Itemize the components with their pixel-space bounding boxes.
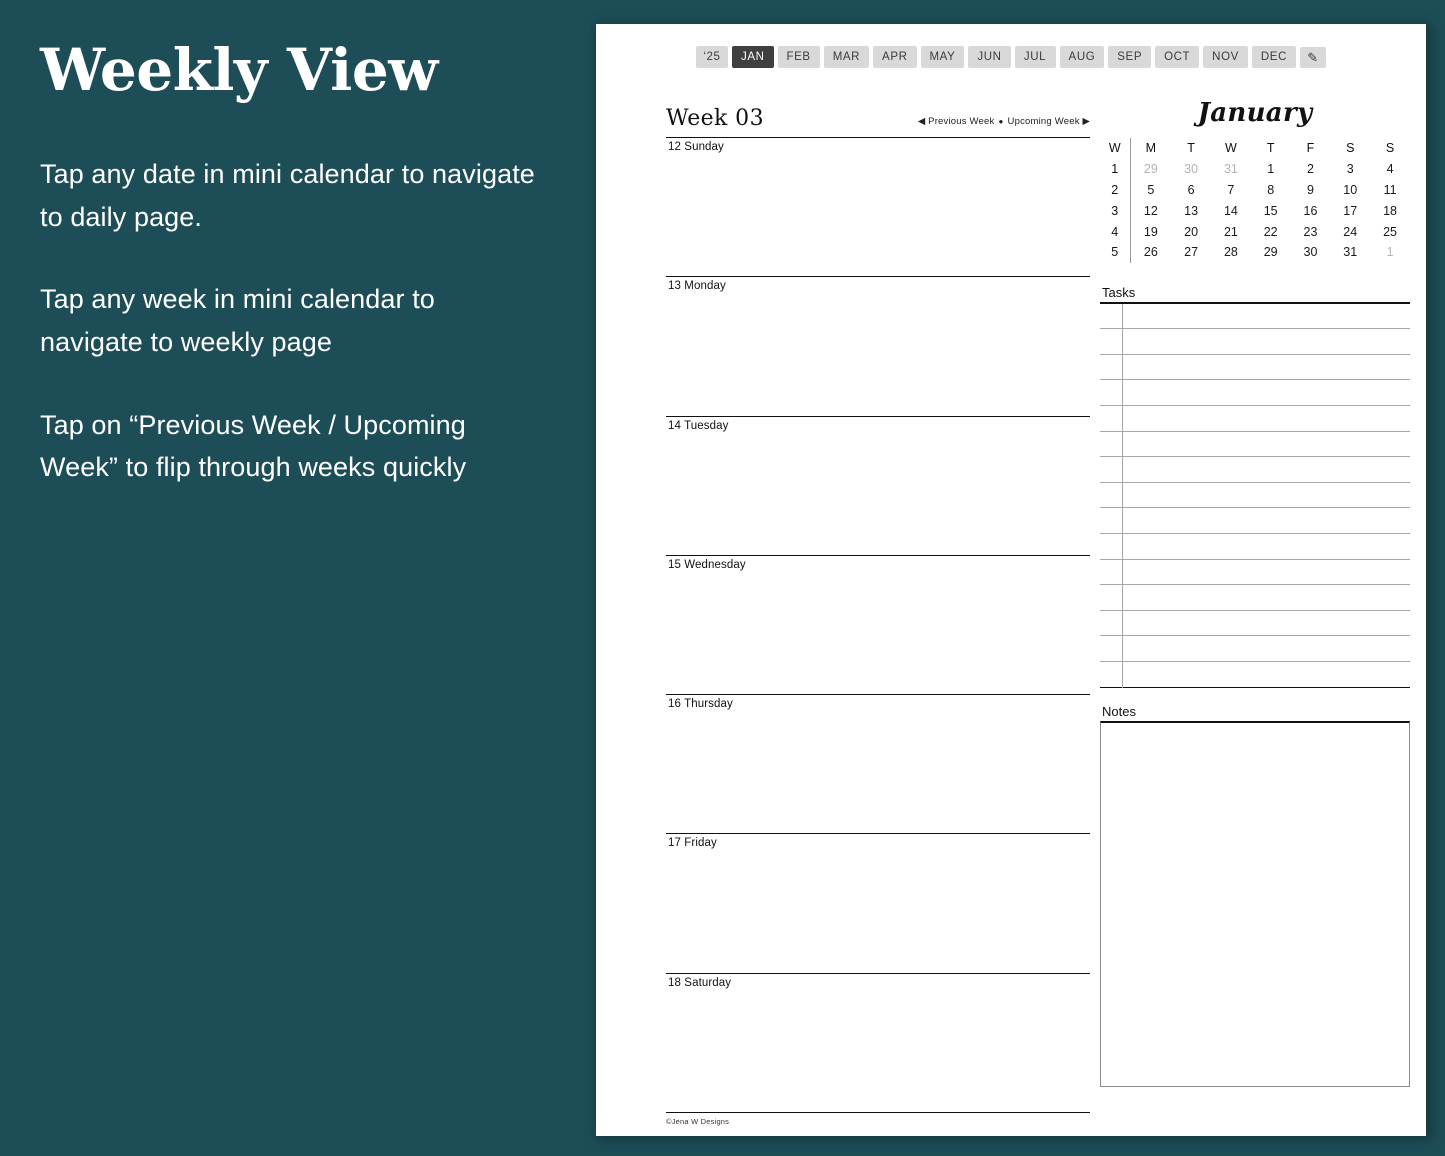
header-thursday: T bbox=[1266, 141, 1275, 156]
date-cell[interactable]: 25 bbox=[1383, 224, 1398, 239]
header-monday: M bbox=[1145, 141, 1157, 156]
mini-calendar-row bbox=[1100, 180, 1410, 201]
day-row-sunday[interactable] bbox=[666, 138, 1090, 277]
task-line[interactable] bbox=[1100, 355, 1410, 381]
task-line[interactable] bbox=[1100, 406, 1410, 432]
upcoming-week-link[interactable]: Upcoming Week ▶ bbox=[1007, 116, 1090, 127]
tab-month-apr[interactable]: APR bbox=[873, 46, 916, 68]
pen-icon[interactable]: ✎ bbox=[1300, 47, 1326, 68]
day-number: 18 bbox=[668, 976, 681, 989]
day-name: Tuesday bbox=[684, 419, 729, 432]
promo-paragraph-2: Tap any week in mini calendar to navigate to weekly page bbox=[40, 284, 435, 357]
notes-section bbox=[1100, 704, 1410, 1087]
day-number: 17 bbox=[668, 837, 681, 850]
date-cell[interactable]: 23 bbox=[1303, 224, 1318, 239]
date-cell[interactable]: 3 bbox=[1346, 162, 1354, 177]
mini-calendar-row bbox=[1100, 242, 1410, 263]
tab-year[interactable]: ‘25 bbox=[696, 46, 728, 68]
tab-month-feb[interactable]: FEB bbox=[778, 46, 820, 68]
day-number: 12 bbox=[668, 141, 681, 153]
date-cell[interactable]: 17 bbox=[1343, 203, 1358, 218]
right-column bbox=[1100, 98, 1410, 1087]
mini-calendar bbox=[1100, 138, 1410, 263]
date-cell[interactable]: 15 bbox=[1263, 203, 1278, 218]
date-cell[interactable]: 1 bbox=[1386, 245, 1394, 260]
month-tab-bar bbox=[596, 46, 1426, 68]
week-column bbox=[666, 106, 1090, 1113]
date-cell[interactable]: 31 bbox=[1223, 162, 1238, 177]
mini-calendar-row bbox=[1100, 159, 1410, 180]
tab-month-dec[interactable]: DEC bbox=[1252, 46, 1296, 68]
day-writing-area-wednesday[interactable] bbox=[666, 578, 1090, 694]
date-cell[interactable]: 14 bbox=[1223, 203, 1238, 218]
date-cell[interactable]: 18 bbox=[1383, 203, 1398, 218]
date-cell[interactable]: 6 bbox=[1187, 182, 1195, 197]
day-name: Sunday bbox=[684, 141, 724, 153]
date-cell[interactable]: 29 bbox=[1143, 162, 1158, 177]
task-line[interactable] bbox=[1100, 611, 1410, 637]
day-stack bbox=[666, 137, 1090, 1113]
day-row-friday[interactable] bbox=[666, 834, 1090, 973]
week-header bbox=[666, 106, 1090, 137]
planner-body bbox=[596, 88, 1426, 1136]
tab-month-jun[interactable]: JUN bbox=[968, 46, 1010, 68]
day-number: 16 bbox=[668, 698, 681, 711]
task-line[interactable] bbox=[1100, 304, 1410, 330]
mini-calendar-title: January bbox=[1197, 98, 1313, 128]
day-writing-area-monday[interactable] bbox=[666, 299, 1090, 415]
day-label-wednesday bbox=[668, 559, 746, 571]
week-title: Week 03 bbox=[666, 106, 764, 131]
header-saturday: S bbox=[1346, 141, 1355, 156]
notes-label: Notes bbox=[1102, 703, 1136, 719]
date-cell[interactable]: 9 bbox=[1306, 182, 1314, 197]
date-cell[interactable]: 7 bbox=[1227, 182, 1235, 197]
task-line[interactable] bbox=[1100, 483, 1410, 509]
date-cell[interactable]: 30 bbox=[1303, 245, 1318, 260]
day-number: 14 bbox=[668, 419, 681, 432]
week-link-1[interactable]: 1 bbox=[1100, 159, 1130, 180]
day-name: Wednesday bbox=[684, 558, 746, 571]
date-cell[interactable]: 30 bbox=[1184, 162, 1199, 177]
header-friday: F bbox=[1306, 141, 1315, 156]
date-cell[interactable]: 1 bbox=[1267, 162, 1275, 177]
tab-month-nov[interactable]: NOV bbox=[1203, 46, 1248, 68]
day-writing-area-thursday[interactable] bbox=[666, 717, 1090, 833]
nav-separator-icon: ● bbox=[998, 117, 1004, 126]
day-writing-area-friday[interactable] bbox=[666, 856, 1090, 972]
date-cell[interactable]: 24 bbox=[1343, 224, 1358, 239]
task-line[interactable] bbox=[1100, 380, 1410, 406]
task-line[interactable] bbox=[1100, 534, 1410, 560]
day-name: Saturday bbox=[684, 976, 732, 989]
footer-credit: ©Jena W Designs bbox=[666, 1117, 730, 1126]
week-link-5[interactable]: 5 bbox=[1100, 242, 1130, 263]
date-cell[interactable]: 13 bbox=[1184, 203, 1199, 218]
mini-calendar-row bbox=[1100, 200, 1410, 221]
task-line[interactable] bbox=[1100, 432, 1410, 458]
date-cell[interactable]: 21 bbox=[1223, 224, 1238, 239]
date-cell[interactable]: 27 bbox=[1184, 245, 1199, 260]
day-label-sunday bbox=[668, 141, 724, 153]
day-label-tuesday bbox=[668, 420, 728, 432]
header-wednesday: W bbox=[1224, 141, 1237, 156]
day-name: Thursday bbox=[684, 698, 733, 711]
header-sunday: S bbox=[1385, 141, 1395, 156]
week-link-4[interactable]: 4 bbox=[1100, 221, 1130, 242]
notes-box[interactable] bbox=[1100, 721, 1410, 1087]
date-cell[interactable]: 26 bbox=[1143, 245, 1158, 260]
tab-month-may[interactable]: MAY bbox=[921, 46, 965, 68]
date-cell[interactable]: 5 bbox=[1147, 182, 1155, 197]
week-link-3[interactable]: 3 bbox=[1100, 200, 1130, 221]
task-line[interactable] bbox=[1100, 329, 1410, 355]
tasks-label: Tasks bbox=[1102, 284, 1136, 300]
date-cell[interactable]: 20 bbox=[1184, 224, 1199, 239]
date-cell[interactable]: 16 bbox=[1303, 203, 1318, 218]
date-cell[interactable]: 31 bbox=[1343, 245, 1358, 260]
day-row-monday[interactable] bbox=[666, 277, 1090, 416]
day-row-saturday[interactable] bbox=[666, 974, 1090, 1113]
tab-month-sep[interactable]: SEP bbox=[1108, 46, 1151, 68]
day-label-friday bbox=[668, 837, 717, 849]
day-number: 15 bbox=[668, 558, 681, 571]
task-line[interactable] bbox=[1100, 585, 1410, 611]
date-cell[interactable]: 8 bbox=[1267, 182, 1275, 197]
promo-paragraph-1: Tap any date in mini calendar to navigate to daily page. bbox=[40, 158, 535, 232]
task-line[interactable] bbox=[1100, 457, 1410, 483]
date-cell[interactable]: 4 bbox=[1386, 162, 1394, 177]
tab-month-jan[interactable]: JAN bbox=[732, 46, 774, 68]
day-label-thursday bbox=[668, 698, 733, 710]
mini-calendar-row bbox=[1100, 221, 1410, 242]
day-row-tuesday[interactable] bbox=[666, 417, 1090, 556]
mini-calendar-header-row bbox=[1100, 138, 1410, 159]
previous-week-link[interactable]: ◀ Previous Week bbox=[917, 116, 995, 127]
tab-month-mar[interactable]: MAR bbox=[824, 46, 869, 68]
task-line[interactable] bbox=[1100, 508, 1410, 534]
tab-month-aug[interactable]: AUG bbox=[1060, 46, 1105, 68]
day-name: Monday bbox=[684, 280, 726, 293]
header-tuesday: T bbox=[1187, 141, 1195, 156]
date-cell[interactable]: 19 bbox=[1143, 224, 1158, 239]
date-cell[interactable]: 22 bbox=[1263, 224, 1278, 239]
planner-page bbox=[596, 24, 1426, 1136]
tasks-box[interactable] bbox=[1100, 302, 1410, 688]
week-link-2[interactable]: 2 bbox=[1100, 180, 1130, 201]
date-cell[interactable]: 2 bbox=[1306, 162, 1314, 177]
page-title: Weekly View bbox=[40, 36, 438, 104]
day-row-thursday[interactable] bbox=[666, 695, 1090, 834]
day-writing-area-sunday[interactable] bbox=[666, 160, 1090, 276]
header-week: W bbox=[1100, 138, 1130, 159]
task-line[interactable] bbox=[1100, 560, 1410, 586]
tab-month-oct[interactable]: OCT bbox=[1155, 46, 1199, 68]
promo-panel bbox=[0, 0, 596, 1156]
task-line[interactable] bbox=[1100, 662, 1410, 688]
date-cell[interactable]: 28 bbox=[1223, 245, 1238, 260]
tab-month-jul[interactable]: JUL bbox=[1015, 46, 1056, 68]
day-number: 13 bbox=[668, 280, 681, 293]
date-cell[interactable]: 11 bbox=[1383, 182, 1397, 197]
day-row-wednesday[interactable] bbox=[666, 556, 1090, 695]
day-writing-area-tuesday[interactable] bbox=[666, 439, 1090, 555]
date-cell[interactable]: 10 bbox=[1343, 182, 1358, 197]
day-label-monday bbox=[668, 280, 726, 292]
tasks-section bbox=[1100, 285, 1410, 688]
day-name: Friday bbox=[684, 837, 717, 850]
task-line[interactable] bbox=[1100, 636, 1410, 662]
week-navigation bbox=[918, 116, 1090, 131]
date-cell[interactable]: 29 bbox=[1263, 245, 1278, 260]
day-writing-area-saturday[interactable] bbox=[666, 996, 1090, 1112]
day-label-saturday bbox=[668, 977, 731, 989]
promo-paragraph-3: Tap on “Previous Week / Upcoming Week” to flip through weeks quickly bbox=[40, 409, 467, 483]
date-cell[interactable]: 12 bbox=[1143, 203, 1158, 218]
